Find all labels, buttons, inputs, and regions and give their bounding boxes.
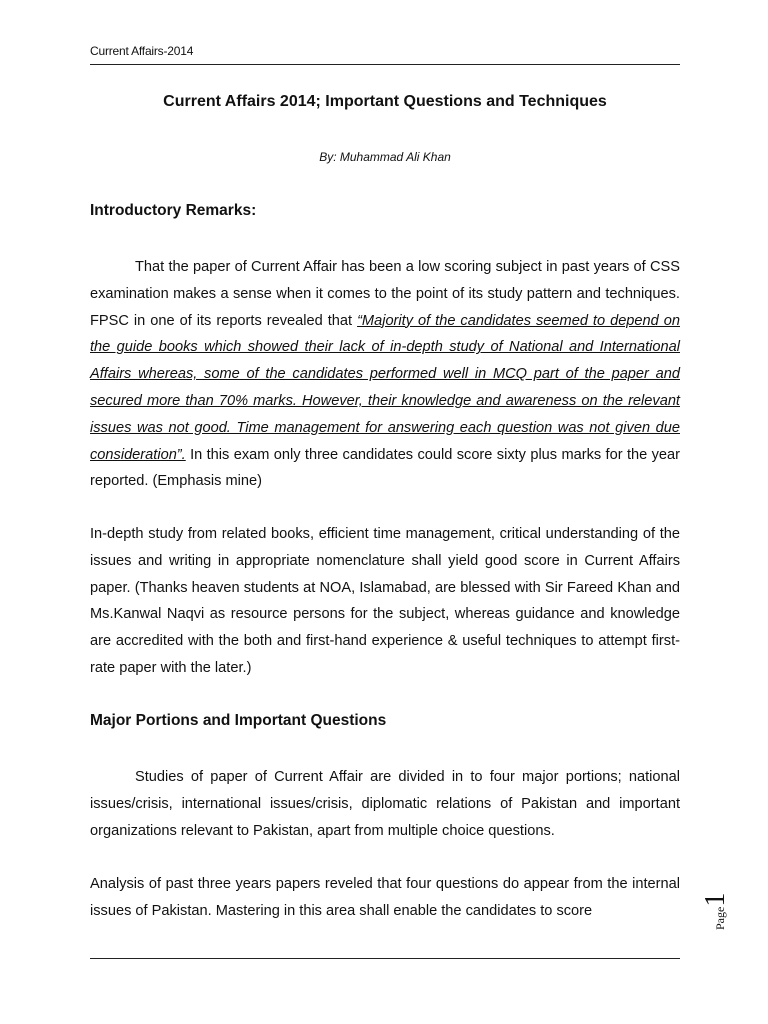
major-paragraph-1: Studies of paper of Current Affair are divided in to four major portions; national issues/crisis, international issues/crisis, diplomatic relations of Pakistan and important organizations relevant to Pakistan, apart from multiple choice questions. bbox=[90, 769, 680, 839]
page-number-label bbox=[700, 880, 750, 930]
page-word: Page bbox=[713, 906, 727, 930]
document-title: Current Affairs 2014; Important Questions and Techniques bbox=[163, 93, 607, 110]
major-paragraph-2: Analysis of past three years papers reveled that four questions do appear from the internal issues of Pakistan. Mastering in this area shall enable the candidates to score bbox=[90, 876, 680, 919]
fpsc-quote: “Majority of the candidates seemed to depend on the guide books which showed their lack of in-depth study of National and International Affairs whereas, some of the candidates performed well in MCQ part of the paper and secured more than 70% marks. However, their knowledge and awareness on the relevant issues was not good. Time management for answering each question was not given due consideration”. bbox=[90, 312, 680, 463]
intro-paragraph-2: In-depth study from related books, efficient time management, critical understanding of the issues and writing in appropriate nomenclature shall yield good score in Current Affairs paper. (Thanks heaven students at NOA, Islamabad, are blessed with Sir Fareed Khan and Ms.Kanwal Naqvi as resource persons for the subject, whereas guidance and knowledge are accredited with the both and first-hand experience & useful techniques to attempt first-rate paper with the later.) bbox=[90, 526, 680, 676]
intro-heading: Introductory Remarks: bbox=[90, 202, 257, 219]
major-portions-heading: Major Portions and Important Questions bbox=[90, 712, 387, 729]
header-rule bbox=[90, 64, 680, 65]
intro-p1-text-before: That the paper of Current Affair has been a low scoring subject in past years of CSS examination makes a sense when it comes to the point of its study pattern and techniques. FPSC in one of its reports revealed that bbox=[90, 259, 680, 329]
intro-p1-text-after: In this exam only three candidates could score sixty plus marks for the year reported. (Emphasis mine) bbox=[90, 446, 680, 490]
author-byline: By: Muhammad Ali Khan bbox=[319, 150, 451, 164]
page-number: 1 bbox=[700, 892, 731, 907]
running-header: Current Affairs-2014 bbox=[90, 44, 194, 58]
footer-rule bbox=[90, 958, 680, 959]
intro-paragraph-1 bbox=[90, 254, 680, 495]
